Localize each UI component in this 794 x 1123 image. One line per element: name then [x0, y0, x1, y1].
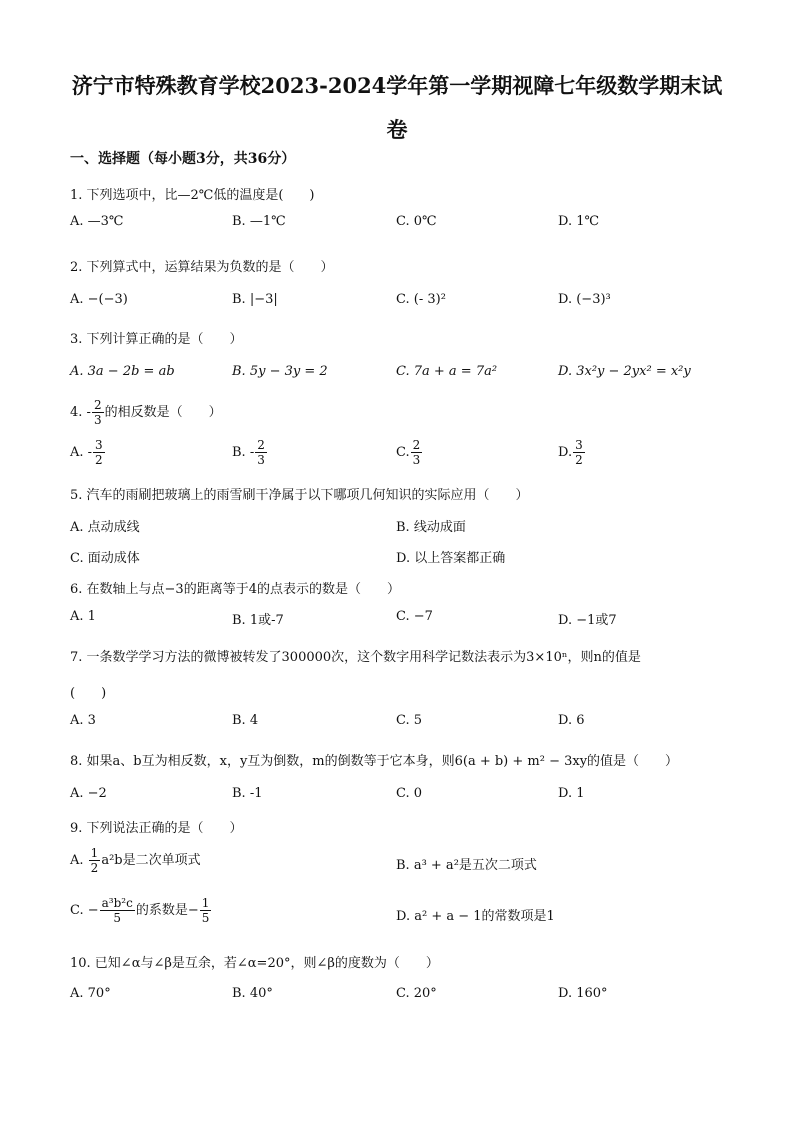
question-5-option-b: B. 线动成面 — [396, 520, 466, 535]
fraction-numerator: 2 — [412, 438, 421, 452]
option-text: a²b是二次单项式 — [101, 853, 201, 868]
question-9-stem: 9. 下列说法正确的是（ ） — [70, 821, 243, 836]
question-4-option-b — [232, 438, 268, 467]
fraction-denominator: 2 — [575, 453, 583, 467]
question-7-option-c: C. 5 — [396, 713, 423, 728]
question-3-option-d: D. 3x²y − 2yx² = x²y — [558, 364, 691, 379]
question-1-stem: 1. 下列选项中，比—2℃低的温度是( ) — [70, 188, 315, 203]
question-10-option-a: A. 70° — [70, 986, 111, 1001]
fraction-denominator: 2 — [90, 861, 99, 875]
fraction-numerator: a³b²c — [101, 896, 133, 910]
question-8-option-a: A. −2 — [70, 786, 107, 801]
question-10-option-d: D. 160° — [558, 986, 608, 1001]
question-1-option-c: C. 0℃ — [396, 214, 437, 229]
question-3-option-c: C. 7a + a = 7a² — [396, 364, 498, 379]
question-8-option-c: C. 0 — [396, 786, 423, 801]
option-label: C. − — [70, 903, 99, 918]
question-8-stem: 8. 如果a、b互为相反数，x，y互为倒数，m的倒数等于它本身，则6(a + b) + m² − 3xy的值是（ ） — [70, 754, 679, 769]
question-7-option-a: A. 3 — [70, 713, 96, 728]
fraction-denominator: 3 — [412, 453, 421, 467]
fraction-numerator: 3 — [95, 438, 103, 452]
option-label: C. — [396, 445, 410, 460]
option-label: B. - — [232, 445, 255, 460]
question-8-option-b: B. -1 — [232, 786, 263, 801]
fraction-numerator: 2 — [93, 398, 102, 412]
question-7-option-d: D. 6 — [558, 713, 585, 728]
question-4-prefix: 4. - — [70, 405, 91, 420]
question-2-stem: 2. 下列算式中，运算结果为负数的是（ ） — [70, 260, 334, 275]
question-9-option-a — [70, 846, 201, 875]
question-9-option-d: D. a² + a − 1的常数项是1 — [396, 909, 555, 924]
question-10-option-b: B. 40° — [232, 986, 273, 1001]
question-4-stem — [70, 398, 222, 427]
fraction-numerator: 2 — [257, 438, 265, 452]
question-6-stem: 6. 在数轴上与点−3的距离等于4的点表示的数是（ ） — [70, 582, 400, 597]
fraction-numerator: 3 — [575, 438, 583, 452]
option-text: 的系数是− — [135, 903, 199, 918]
question-6-option-b: B. 1或-7 — [232, 613, 284, 628]
fraction-denominator: 3 — [93, 413, 102, 427]
question-9-option-b: B. a³ + a²是五次二项式 — [396, 858, 537, 873]
question-6-option-a: A. 1 — [70, 609, 96, 624]
question-4-suffix: 的相反数是（ ） — [104, 405, 222, 420]
question-2-option-b: B. |−3| — [232, 292, 278, 307]
question-4-option-a — [70, 438, 106, 467]
title-line-2: 卷 — [386, 117, 408, 142]
section-heading: 一、选择题（每小题3分，共36分） — [70, 151, 296, 167]
question-1-option-a: A. —3℃ — [70, 214, 124, 229]
question-7-stem: 7. 一条数学学习方法的微博被转发了300000次，这个数字用科学记数法表示为3×10ⁿ，则n的值是 — [70, 650, 641, 665]
fraction-denominator: 2 — [95, 453, 103, 467]
question-6-option-d: D. −1或7 — [558, 613, 617, 628]
option-label: D. — [558, 445, 573, 460]
question-4-fraction — [92, 398, 104, 427]
fraction-denominator: 3 — [257, 453, 265, 467]
fraction-denominator: 5 — [113, 911, 122, 925]
fraction-denominator: 5 — [201, 911, 210, 925]
question-3-stem: 3. 下列计算正确的是（ ） — [70, 332, 243, 347]
fraction-numerator: 1 — [90, 846, 99, 860]
option-label: A. — [70, 853, 84, 868]
question-2-option-a: A. −(−3) — [70, 292, 128, 307]
option-label: A. - — [70, 445, 93, 460]
question-3-option-b: B. 5y − 3y = 2 — [232, 364, 328, 379]
question-4-option-d — [558, 438, 586, 467]
question-1-option-d: D. 1℃ — [558, 214, 600, 229]
question-7-stem-continued: ( ) — [70, 686, 107, 701]
page-title — [60, 64, 734, 152]
question-5-option-c: C. 面动成体 — [70, 551, 140, 566]
question-2-option-d: D. (−3)³ — [558, 292, 611, 307]
question-1-option-b: B. —1℃ — [232, 214, 286, 229]
question-10-option-c: C. 20° — [396, 986, 437, 1001]
question-3-option-a: A. 3a − 2b = ab — [70, 364, 175, 379]
question-9-option-c — [70, 896, 212, 925]
question-10-stem: 10. 已知∠α与∠β是互余，若∠α=20°，则∠β的度数为（ ） — [70, 956, 439, 971]
question-7-option-b: B. 4 — [232, 713, 259, 728]
title-line-1: 济宁市特殊教育学校2023-2024学年第一学期视障七年级数学期末试 — [71, 73, 723, 98]
question-5-option-a: A. 点动成线 — [70, 520, 140, 535]
fraction-numerator: 1 — [201, 896, 210, 910]
question-6-option-c: C. −7 — [396, 609, 433, 624]
question-2-option-c: C. (- 3)² — [396, 292, 446, 307]
question-4-option-c — [396, 438, 423, 467]
question-8-option-d: D. 1 — [558, 786, 585, 801]
question-5-stem: 5. 汽车的雨刷把玻璃上的雨雪刷干净属于以下哪项几何知识的实际应用（ ） — [70, 488, 529, 503]
question-5-option-d: D. 以上答案都正确 — [396, 551, 506, 566]
